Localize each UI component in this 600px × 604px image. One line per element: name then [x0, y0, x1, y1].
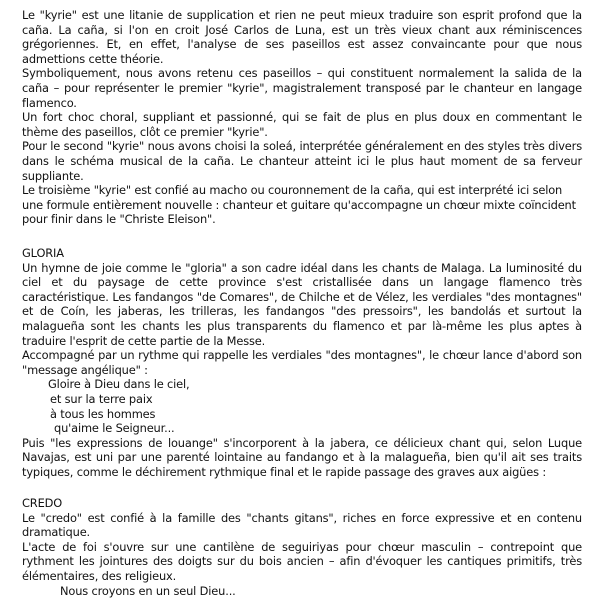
gloria-verse-3: à tous les hommes — [50, 406, 156, 421]
gloria-verse-1: Gloire à Dieu dans le ciel, — [48, 377, 190, 392]
gloria-section — [22, 246, 582, 480]
kyrie-section — [22, 8, 582, 227]
kyrie-paragraph-1: Le "kyrie" est une litanie de supplication et rien ne peut mieux traduire son esprit profond que la caña. La caña, si l'on en croit José Carlos de Luna, est un très vieux chant aux réminiscences grégoriennes. Et, en effet, l'analyse de ses paseillos est assez convaincante pour que nous admettions cette théorie. — [22, 8, 582, 66]
gloria-verse-4: qu'aime le Seigneur... — [54, 421, 175, 436]
credo-heading: CREDO — [22, 496, 63, 510]
credo-paragraph-2: L'acte de foi s'ouvre sur une cantilène de seguiriyas pour chœur masculin – contrepoint que rythment les jointures des doigts sur du bois ancien – afin d'évoquer les cantiques primitifs, très élémentaires, des religieux. — [22, 539, 582, 583]
kyrie-paragraph-3: Un fort choc choral, suppliant et passionné, qui se fait de plus en plus doux en commentant le thème des paseillos, clôt ce premier "kyrie". — [22, 110, 582, 139]
kyrie-paragraph-4: Pour le second "kyrie" nous avons choisi la soleá, interprétée généralement en des styles très divers dans le schéma musical de la caña. Le chanteur atteint ici le plus haut moment de sa ferveur suppliante. — [22, 139, 582, 183]
gloria-verse-2: et sur la terre paix — [50, 391, 153, 406]
credo-paragraph-1: Le "credo" est confié à la famille des "chants gitans", riches en force expressive et en contenu dramatique. — [22, 510, 582, 540]
gloria-closing-paragraph: Puis "les expressions de louange" s'incorporent à la jabera, ce délicieux chant qui, selon Luque Navajas, est uni par une parenté lointaine au fandango et à la malagueña, bien qu'il ait ses traits typiques, comme le déchirement rythmique final et le rapide passage des graves aux aigües : — [22, 435, 582, 479]
gloria-heading: GLORIA — [22, 246, 64, 260]
gloria-paragraph-1: Un hymne de joie comme le "gloria" a son cadre idéal dans les chants de Malaga. La luminosité du ciel et du paysage de cette province s'est cristallisée dans un langage flamenco très caractéristique. Les fandangos "de Comares", de Chilche et de Vélez, les verdiales "des montagnes" et de Coín, les jaberas, les trilleras, les fandangos "des pressoirs", les bandolás et surtout la malagueña sont les chants les plus transparents du flamenco et par là-même les plus aptes à traduire l'esprit de cette partie de la Messe. — [22, 260, 582, 348]
credo-verse: Nous croyons en un seul Dieu... — [60, 583, 236, 598]
kyrie-paragraph-2: Symboliquement, nous avons retenu ces paseillos – qui constituent normalement la salida de la caña – pour représenter le premier "kyrie", magistralement transposé par le chanteur en langage flamenco. — [22, 66, 582, 110]
credo-section — [22, 496, 582, 598]
gloria-paragraph-2: Accompagné par un rythme qui rappelle les verdiales "des montagnes", le chœur lance d'abord son "message angélique" : — [22, 348, 582, 377]
kyrie-paragraph-5: Le troisième "kyrie" est confié au macho ou couronnement de la caña, qui est interprété ici selon une formule entièrement nouvelle : chanteur et guitare qu'accompagne un chœur mixte coïncident pour finir dans le "Christe Eleison". — [22, 183, 576, 227]
